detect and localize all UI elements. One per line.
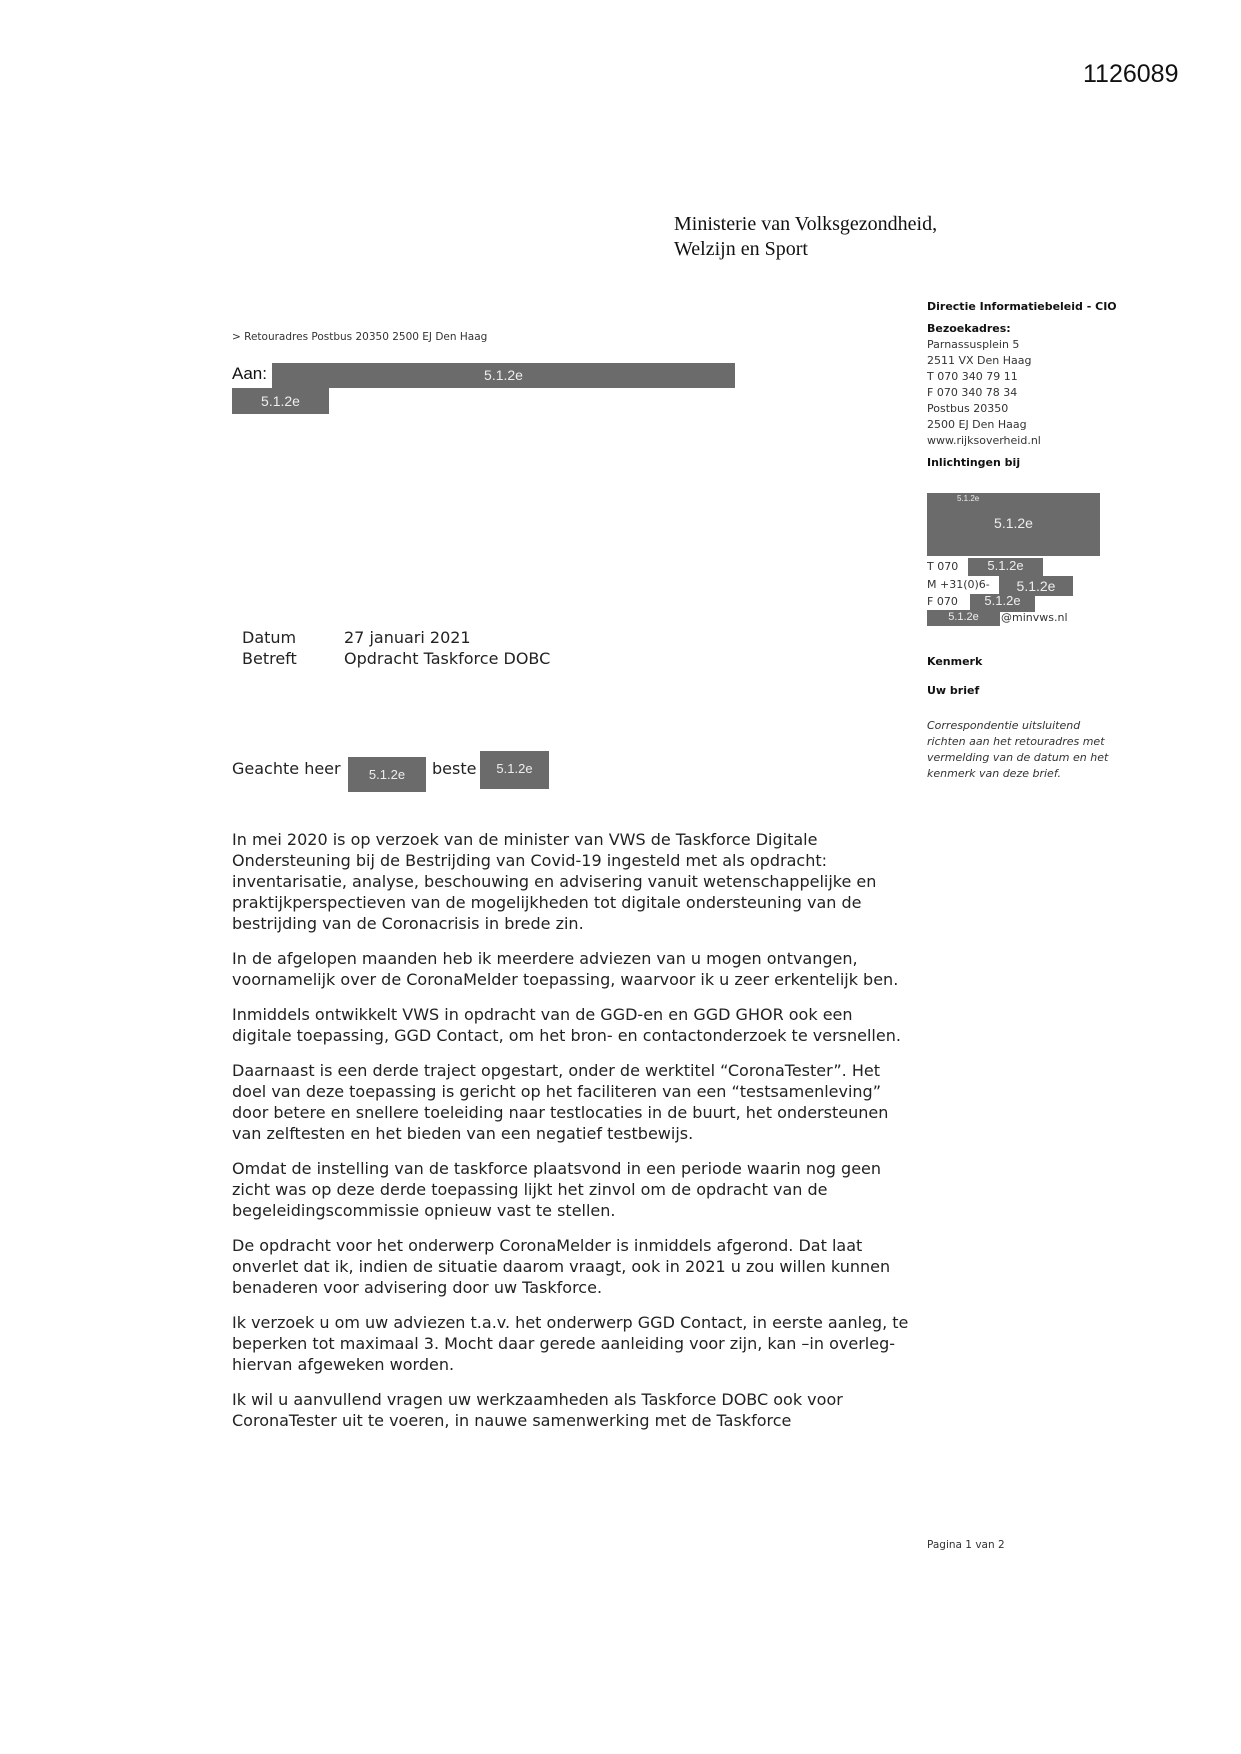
address-line: 2511 VX Den Haag (927, 354, 1032, 367)
paragraph: In mei 2020 is op verzoek van de minister van VWS de Taskforce Digitale Ondersteuning bij de Bestrijding van Covid-19 ingesteld met als opdracht: inventarisatie, analyse, beschouwing en advisering vanuit wetenschappelijke en praktijkperspectieven van de mogelijkheden tot digitale ondersteuning van de bestrijding van de Coronacrisis in brede zin. (232, 830, 877, 933)
document-id: 1126089 (1083, 60, 1179, 88)
redaction-phone-m: 5.1.2e (999, 576, 1073, 596)
email-suffix: @minvws.nl (1001, 611, 1068, 624)
address-line: T 070 340 79 11 (927, 370, 1018, 383)
letter-body (232, 829, 912, 1445)
page-number: Pagina 1 van 2 (927, 1539, 1005, 1551)
uw-brief-label: Uw brief (927, 684, 980, 697)
subject-value: Opdracht Taskforce DOBC (344, 649, 551, 668)
redaction-info-contact (927, 493, 1100, 556)
date-value: 27 januari 2021 (344, 628, 471, 647)
return-address: > Retouradres Postbus 20350 2500 EJ Den Haag (232, 331, 488, 343)
address-line: 2500 EJ Den Haag (927, 418, 1027, 431)
phone-t-prefix: T 070 (927, 560, 959, 573)
redaction-salutation-2: 5.1.2e (480, 751, 549, 789)
visit-address-label: Bezoekadres: (927, 322, 1011, 335)
recipient-label: Aan: (232, 364, 267, 383)
paragraph: Ik verzoek u om uw adviezen t.a.v. het onderwerp GGD Contact, in eerste aanleg, te beperken tot maximaal 3. Mocht daar gerede aanleiding voor zijn, kan –in overleg- hiervan afgeweken worden. (232, 1313, 909, 1374)
ministry-line-1: Ministerie van Volksgezondheid, (674, 213, 938, 235)
address-line: Postbus 20350 (927, 402, 1009, 415)
sidebar (927, 299, 1127, 471)
paragraph: In de afgelopen maanden heb ik meerdere adviezen van u mogen ontvangen, voornamelijk over de CoronaMelder toepassing, waarvoor ik u zeer erkentelijk ben. (232, 949, 899, 989)
redaction-recipient-1: 5.1.2e (272, 363, 735, 388)
phone-m-prefix: M +31(0)6- (927, 578, 990, 591)
website-link[interactable]: www.rijksoverheid.nl (927, 434, 1041, 447)
redaction-phone-t: 5.1.2e (968, 558, 1043, 576)
correspondence-note: Correspondentie uitsluitend richten aan het retouradres met vermelding van de datum en het kenmerk van deze brief. (927, 719, 1109, 780)
ministry-line-2: Welzijn en Sport (674, 238, 808, 260)
redaction-recipient-2: 5.1.2e (232, 388, 329, 414)
paragraph: Inmiddels ontwikkelt VWS in opdracht van de GGD-en en GGD GHOR ook een digitale toepassing, GGD Contact, om het bron- en contactonderzoek te versnellen. (232, 1005, 901, 1045)
redaction-salutation-1: 5.1.2e (348, 757, 426, 792)
address-line: Parnassusplein 5 (927, 338, 1020, 351)
redaction-email: 5.1.2e (927, 610, 1000, 626)
phone-f-prefix: F 070 (927, 595, 958, 608)
date-label: Datum (242, 628, 297, 647)
paragraph: Ik wil u aanvullend vragen uw werkzaamheden als Taskforce DOBC ook voor CoronaTester uit te voeren, in nauwe samenwerking met de Taskforce (232, 1390, 843, 1430)
ministry-logo-text (674, 212, 937, 262)
redaction-small-label: 5.1.2e (957, 494, 980, 503)
address-line: F 070 340 78 34 (927, 386, 1018, 399)
salutation-text-1: Geachte heer (232, 759, 341, 778)
info-label: Inlichtingen bij (927, 456, 1021, 469)
paragraph: De opdracht voor het onderwerp CoronaMelder is inmiddels afgerond. Dat laat onverlet dat ik, indien de situatie daarom vraagt, ook in 2021 u zou willen kunnen benaderen voor advisering door uw Taskforce. (232, 1236, 891, 1297)
paragraph: Daarnaast is een derde traject opgestart, onder de werktitel “CoronaTester”. Het doel van deze toepassing is gericht op het faciliteren van een “testsamenleving” door betere en snellere toeleiding naar testlocaties in de buurt, het ondersteunen van zelftesten en het bieden van een negatief testbewijs. (232, 1061, 889, 1143)
paragraph: Omdat de instelling van de taskforce plaatsvond in een periode waarin nog geen zicht was op deze derde toepassing lijkt het zinvol om de opdracht van de begeleidingscommissie opnieuw vast te stellen. (232, 1159, 882, 1220)
redaction-label: 5.1.2e (994, 515, 1033, 531)
department: Directie Informatiebeleid - CIO (927, 300, 1117, 313)
subject-label: Betreft (242, 649, 297, 668)
redaction-phone-f: 5.1.2e (970, 594, 1035, 612)
salutation-text-2: beste (432, 759, 477, 778)
kenmerk-label: Kenmerk (927, 655, 983, 668)
